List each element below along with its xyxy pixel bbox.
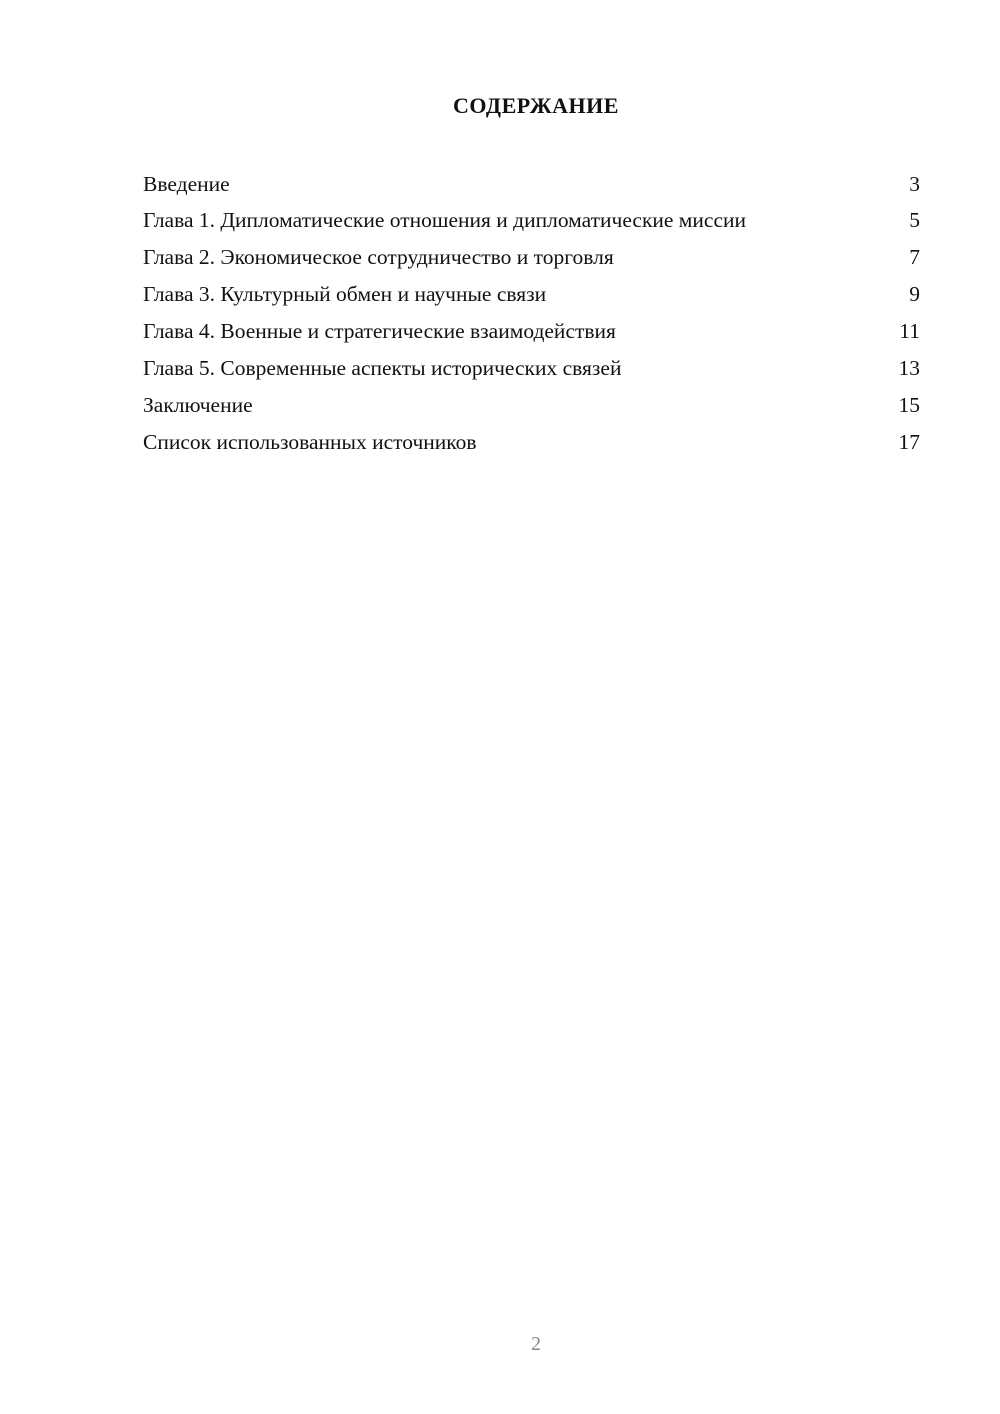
toc-entry-text: Глава 2. Экономическое сотрудничество и торговля: [143, 245, 614, 269]
toc-entry-text: Глава 5. Современные аспекты исторических связей: [143, 356, 622, 380]
toc-entry: [143, 243, 920, 271]
toc-entry: [143, 207, 920, 234]
toc-entry-page: 15: [898, 393, 920, 417]
toc-entry: [143, 317, 920, 345]
toc-entry-text: Список использованных источников: [143, 430, 477, 454]
toc-entry-page: 9: [909, 282, 920, 306]
toc-entry-text: Заключение: [143, 393, 253, 417]
toc-entry-text: Глава 1. Дипломатические отношения и дипломатические миссии: [143, 208, 747, 232]
toc-entry-page: 3: [909, 172, 920, 196]
toc-entry-page: 17: [898, 430, 920, 454]
toc-entry-page: 5: [909, 208, 920, 232]
toc-entry: [143, 280, 920, 308]
page-number: 2: [531, 1333, 541, 1355]
toc-entry: [143, 391, 920, 419]
toc-entry-page: 11: [899, 319, 920, 343]
toc-entry: [143, 170, 920, 198]
toc-entry-text: Глава 4. Военные и стратегические взаимодействия: [143, 319, 616, 343]
toc-entry-page: 7: [909, 245, 920, 269]
toc-entry: [143, 354, 920, 382]
page-title: СОДЕРЖАНИЕ: [453, 93, 619, 118]
toc-entry-text: Введение: [143, 172, 230, 196]
toc-entry-text: Глава 3. Культурный обмен и научные связи: [143, 282, 547, 306]
toc-entry: [143, 428, 920, 456]
table-of-contents: [143, 170, 920, 465]
toc-entry-page: 13: [898, 356, 920, 380]
